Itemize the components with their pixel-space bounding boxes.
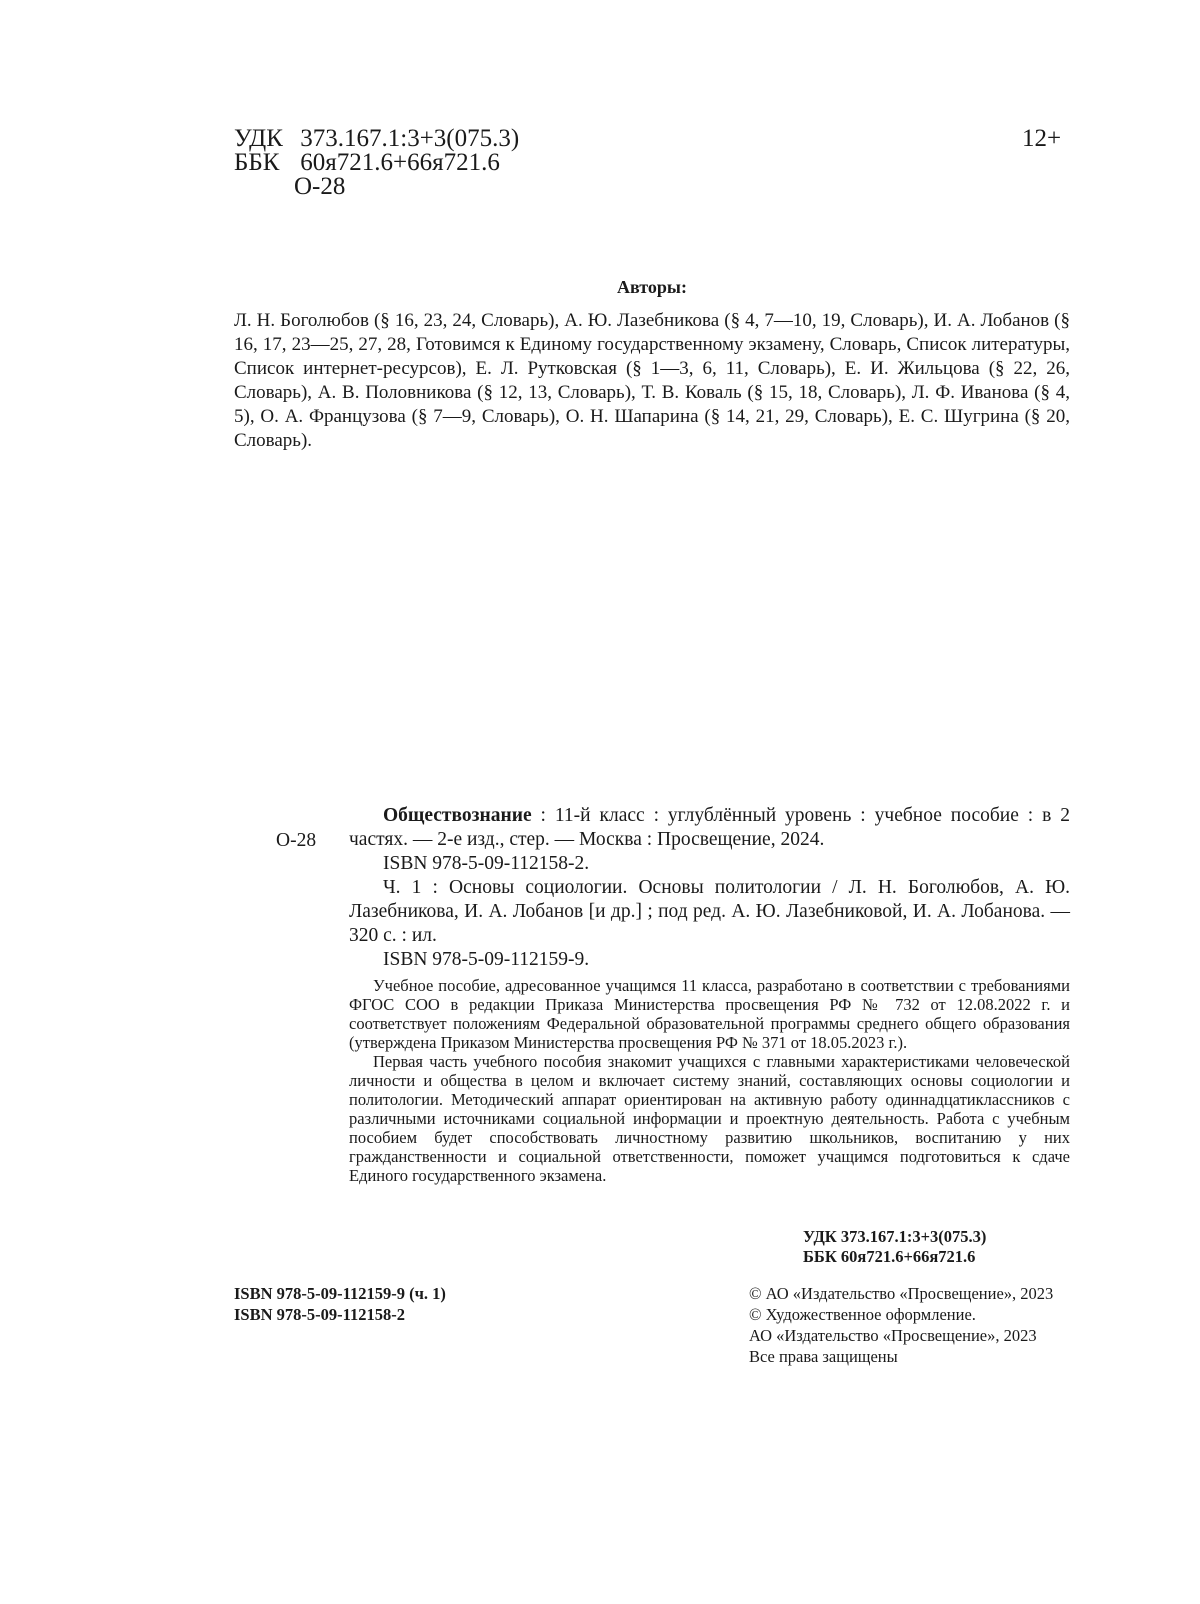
card-isbn-set: ISBN 978-5-09-112158-2. [383,853,590,874]
author-mark: О-28 [294,173,346,200]
card-side-mark: О-28 [276,830,317,851]
card-title-rest: : 11-й класс : углублённый уровень : учебное пособие : в 2 частях. — 2-е изд., стер. — Москва : Просвещение, 2024. [349,805,1070,850]
card-annotation-1: Учебное пособие, адресованное учащимся 11 класса, разработано в соответствии с требованиями ФГОС СОО в редакции Приказа Министерства просвещения РФ № 732 от 12.08.2022 г. и соответствует положениям Федеральной образовательной программы среднего общего образования (утверждена Приказом Министерства просвещения РФ № 371 от 18.05.2023 г.). [349,976,1070,1052]
footer-isbn-set: ISBN 978-5-09-112158-2 [234,1305,405,1324]
card-title [349,804,1070,852]
bbk-line [234,148,500,178]
udk-value: 373.167.1:3+3(075.3) [300,125,520,152]
card-annotation-2: Первая часть учебного пособия знакомит учащихся с главными характеристиками человеческой личности и общества в целом и включает систему знаний, составляющих основы социологии и политологии. Методический аппарат ориентирован на активную работу одиннадцатиклассников с различными источниками социальной информации и проектную деятельность. Работа с учебным пособием будет способствовать личностному развитию школьников, воспитанию у них гражданственности и социальной ответственности, поможет учащимся подготовиться к сдаче Единого государственного экзамена. [349,1052,1070,1185]
bbk-value: 60я721.6+66я721.6 [300,149,500,176]
authors-text: Л. Н. Боголюбов (§ 16, 23, 24, Словарь), А. Ю. Лазебникова (§ 4, 7—10, 19, Словарь), И. А. Лобанов (§ 16, 17, 23—25, 27, 28, Готовимся к Единому государственному экзамену, Словарь, Список литературы, Список интернет-ресурсов), Е. Л. Рутковская (§ 1—3, 6, 11, Словарь), Е. И. Жильцова (§ 22, 26, Словарь), А. В. Половникова (§ 12, 13, Словарь), Т. В. Коваль (§ 15, 18, Словарь), Л. Ф. Иванова (§ 4, 5), О. А. Французова (§ 7—9, Словарь), О. Н. Шапарина (§ 14, 21, 29, Словарь), Е. С. Шугрина (§ 20, Словарь). [234,310,1070,451]
copyright-design: © Художественное оформление. [749,1305,976,1324]
rights-reserved: Все права защищены [749,1347,898,1366]
card-part-description: Ч. 1 : Основы социологии. Основы политологии / Л. Н. Боголюбов, А. Ю. Лазебникова, И. А. Лобанов [и др.] ; под ред. А. Ю. Лазебниковой, И. А. Лобанова. — 320 с. : ил. [349,877,1070,946]
card-title-bold: Обществознание [383,805,532,826]
footer-isbn-part: ISBN 978-5-09-112159-9 (ч. 1) [234,1284,446,1303]
copyright-publisher: © АО «Издательство «Просвещение», 2023 [749,1284,1054,1303]
card-bbk: ББК 60я721.6+66я721.6 [803,1247,976,1266]
catalog-card [349,804,1070,1185]
card-isbn-part: ISBN 978-5-09-112159-9. [383,949,590,970]
card-udk: УДК 373.167.1:3+3(075.3) [803,1227,987,1246]
authors-heading: Авторы: [617,277,687,297]
copyright-design-owner: АО «Издательство «Просвещение», 2023 [749,1326,1037,1345]
udk-label: УДК [234,125,283,152]
bbk-label: ББК [234,149,280,176]
age-rating: 12+ [1022,125,1062,152]
